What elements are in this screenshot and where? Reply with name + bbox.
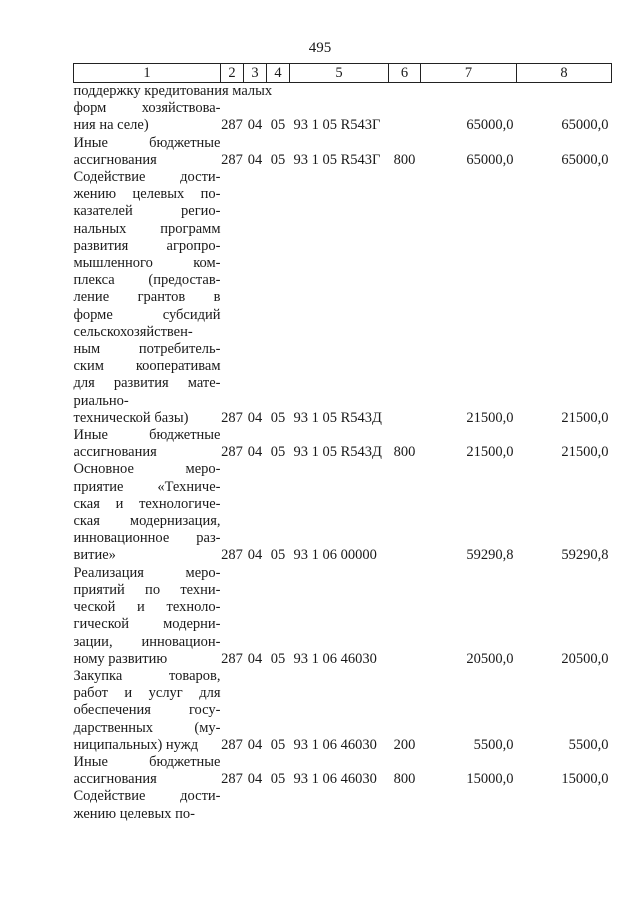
row-name-line: ассигнования [73, 771, 157, 788]
table-row [74, 461, 612, 564]
row-cell-c7: 21500,0 [466, 444, 514, 461]
header-cell-8: 8 [517, 64, 612, 83]
row-cell-c2: 287 [221, 409, 243, 426]
row-cell-c3: 04 [247, 444, 263, 461]
row-cell-c4: 05 [270, 409, 286, 426]
row-cell-c2: 287 [221, 650, 243, 667]
row-cell-c8: 20500,0 [561, 650, 609, 667]
row-name-line: гической модерни- [73, 616, 221, 633]
row-name-line: ская и технологиче- [73, 495, 221, 512]
row-name-line: для развития мате- [73, 375, 221, 392]
row-name-line: Содействие дости- [73, 788, 221, 805]
row-name-line: нальных программ [73, 220, 221, 237]
budget-table [73, 63, 612, 823]
row-name-cell [74, 668, 221, 754]
header-cell-2: 2 [221, 64, 244, 83]
row-cell-c6 [389, 788, 421, 822]
row-cell-c5: 93 1 05 R543Д [293, 444, 382, 461]
row-cell-c6 [389, 169, 421, 427]
row-name-line: ному развитию [73, 650, 168, 667]
row-cell-c7: 15000,0 [466, 771, 514, 788]
row-cell-c4: 05 [270, 736, 286, 753]
row-name-line: Содействие дости- [73, 169, 221, 186]
table-row [74, 83, 612, 135]
row-cell-c2: 287 [221, 151, 243, 168]
row-name-line: Основное меро- [73, 461, 221, 478]
row-cell-c8: 5500,0 [568, 736, 609, 753]
row-name-line: Закупка товаров, [73, 667, 221, 684]
row-cell-c7: 59290,8 [466, 547, 514, 564]
row-cell-c2: 287 [221, 736, 243, 753]
row-name-line: дарственных (му- [73, 719, 221, 736]
row-name-line: ния на селе) [73, 117, 149, 134]
row-cell-c8: 59290,8 [561, 547, 609, 564]
row-name-cell [74, 135, 221, 169]
row-name-line: ским кооперативам [73, 358, 221, 375]
row-name-line: Иные бюджетные [73, 134, 221, 151]
row-cell-c7: 65000,0 [466, 151, 514, 168]
row-cell-c8: 65000,0 [561, 151, 609, 168]
row-cell-c8: 65000,0 [561, 117, 609, 134]
row-cell-c3: 04 [247, 409, 263, 426]
table-body [74, 83, 612, 823]
row-cell-c3: 04 [247, 117, 263, 134]
header-row [74, 64, 612, 83]
row-cell-c6 [389, 461, 421, 564]
table-row [74, 788, 612, 822]
row-name-line: технической базы) [73, 409, 189, 426]
header-cell-4: 4 [267, 64, 290, 83]
row-cell-c5: 93 1 05 R543Д [293, 409, 382, 426]
row-name-cell [74, 565, 221, 668]
row-cell-c5: 93 1 06 46030 [293, 771, 377, 788]
row-cell-c2 [221, 788, 244, 822]
row-name-line: мышленного ком- [73, 255, 221, 272]
row-cell-c5: 93 1 06 46030 [293, 736, 377, 753]
row-cell-c3: 04 [247, 736, 263, 753]
row-cell-c8: 15000,0 [561, 771, 609, 788]
row-cell-c6: 800 [393, 444, 416, 461]
table-row [74, 754, 612, 788]
row-name-line: сельскохозяйствен- [73, 323, 193, 340]
row-name-line: Реализация меро- [73, 564, 221, 581]
row-cell-c3: 04 [247, 547, 263, 564]
header-cell-1: 1 [74, 64, 221, 83]
row-cell-c5: 93 1 06 46030 [293, 650, 377, 667]
row-cell-c6 [389, 565, 421, 668]
row-cell-c8 [517, 788, 612, 822]
row-cell-c3: 04 [247, 151, 263, 168]
row-cell-c2: 287 [221, 444, 243, 461]
row-name-line: ская модернизация, [73, 513, 221, 530]
row-name-cell [74, 461, 221, 564]
row-name-line: поддержку кредитования малых [73, 83, 273, 99]
row-cell-c8: 21500,0 [561, 444, 609, 461]
row-name-line: приятие «Техниче- [73, 478, 221, 495]
row-cell-c3: 04 [247, 771, 263, 788]
header-cell-5: 5 [290, 64, 389, 83]
row-cell-c6: 800 [393, 151, 416, 168]
row-cell-c8: 21500,0 [561, 409, 609, 426]
row-name-line: ниципальных) нужд [73, 736, 199, 753]
row-name-line: жению целевых по- [73, 805, 195, 822]
row-cell-c5: 93 1 06 00000 [293, 547, 377, 564]
row-cell-c7: 21500,0 [466, 409, 514, 426]
row-cell-c6 [389, 83, 421, 135]
page-number: 495 [308, 40, 332, 56]
row-cell-c5: 93 1 05 R543Г [293, 117, 381, 134]
row-name-line: жению целевых по- [73, 186, 221, 203]
row-cell-c4: 05 [270, 151, 286, 168]
row-cell-c5: 93 1 05 R543Г [293, 151, 381, 168]
row-name-line: форм хозяйствова- [73, 100, 221, 117]
row-name-line: ческой и техноло- [73, 599, 221, 616]
row-name-line: Иные бюджетные [73, 427, 221, 444]
row-cell-c7: 65000,0 [466, 117, 514, 134]
row-cell-c6: 800 [393, 771, 416, 788]
row-name-line: риально- [73, 392, 129, 409]
row-cell-c4: 05 [270, 771, 286, 788]
row-cell-c7 [421, 788, 517, 822]
table-row [74, 135, 612, 169]
table-row [74, 427, 612, 461]
row-name-line: приятий по техни- [73, 581, 221, 598]
row-name-line: казателей регио- [73, 203, 221, 220]
row-name-cell [74, 427, 221, 461]
row-cell-c4: 05 [270, 444, 286, 461]
table-row [74, 169, 612, 427]
row-name-line: витие» [73, 547, 116, 564]
row-name-line: обеспечения госу- [73, 702, 221, 719]
row-name-line: форме субсидий [73, 306, 221, 323]
row-name-line: инновационное раз- [73, 530, 221, 547]
row-name-line: зации, инновацион- [73, 633, 221, 650]
row-name-line: ление грантов в [73, 289, 221, 306]
row-name-cell [74, 754, 221, 788]
row-name-line: плекса (предостав- [73, 272, 221, 289]
row-name-line: развития агропро- [73, 237, 221, 254]
row-cell-c4: 05 [270, 547, 286, 564]
row-name-line: Иные бюджетные [73, 753, 221, 770]
row-name-cell [74, 788, 221, 822]
row-name-line: ассигнования [73, 151, 157, 168]
row-cell-c7: 5500,0 [473, 736, 514, 753]
row-cell-c5 [290, 788, 389, 822]
row-name-line: ассигнования [73, 444, 157, 461]
row-cell-c3 [244, 788, 267, 822]
row-name-line: работ и услуг для [73, 685, 221, 702]
row-cell-c2: 287 [221, 771, 243, 788]
row-cell-c7: 20500,0 [466, 650, 514, 667]
header-cell-3: 3 [244, 64, 267, 83]
row-cell-c4 [267, 788, 290, 822]
row-cell-c6: 200 [393, 736, 416, 753]
table-row [74, 668, 612, 754]
row-cell-c2: 287 [221, 117, 243, 134]
header-cell-6: 6 [389, 64, 421, 83]
row-cell-c4: 05 [270, 650, 286, 667]
row-name-line: ным потребитель- [73, 341, 221, 358]
row-cell-c3: 04 [247, 650, 263, 667]
header-cell-7: 7 [421, 64, 517, 83]
row-name-cell [74, 169, 221, 427]
row-cell-c2: 287 [221, 547, 243, 564]
table-row [74, 565, 612, 668]
row-cell-c4: 05 [270, 117, 286, 134]
